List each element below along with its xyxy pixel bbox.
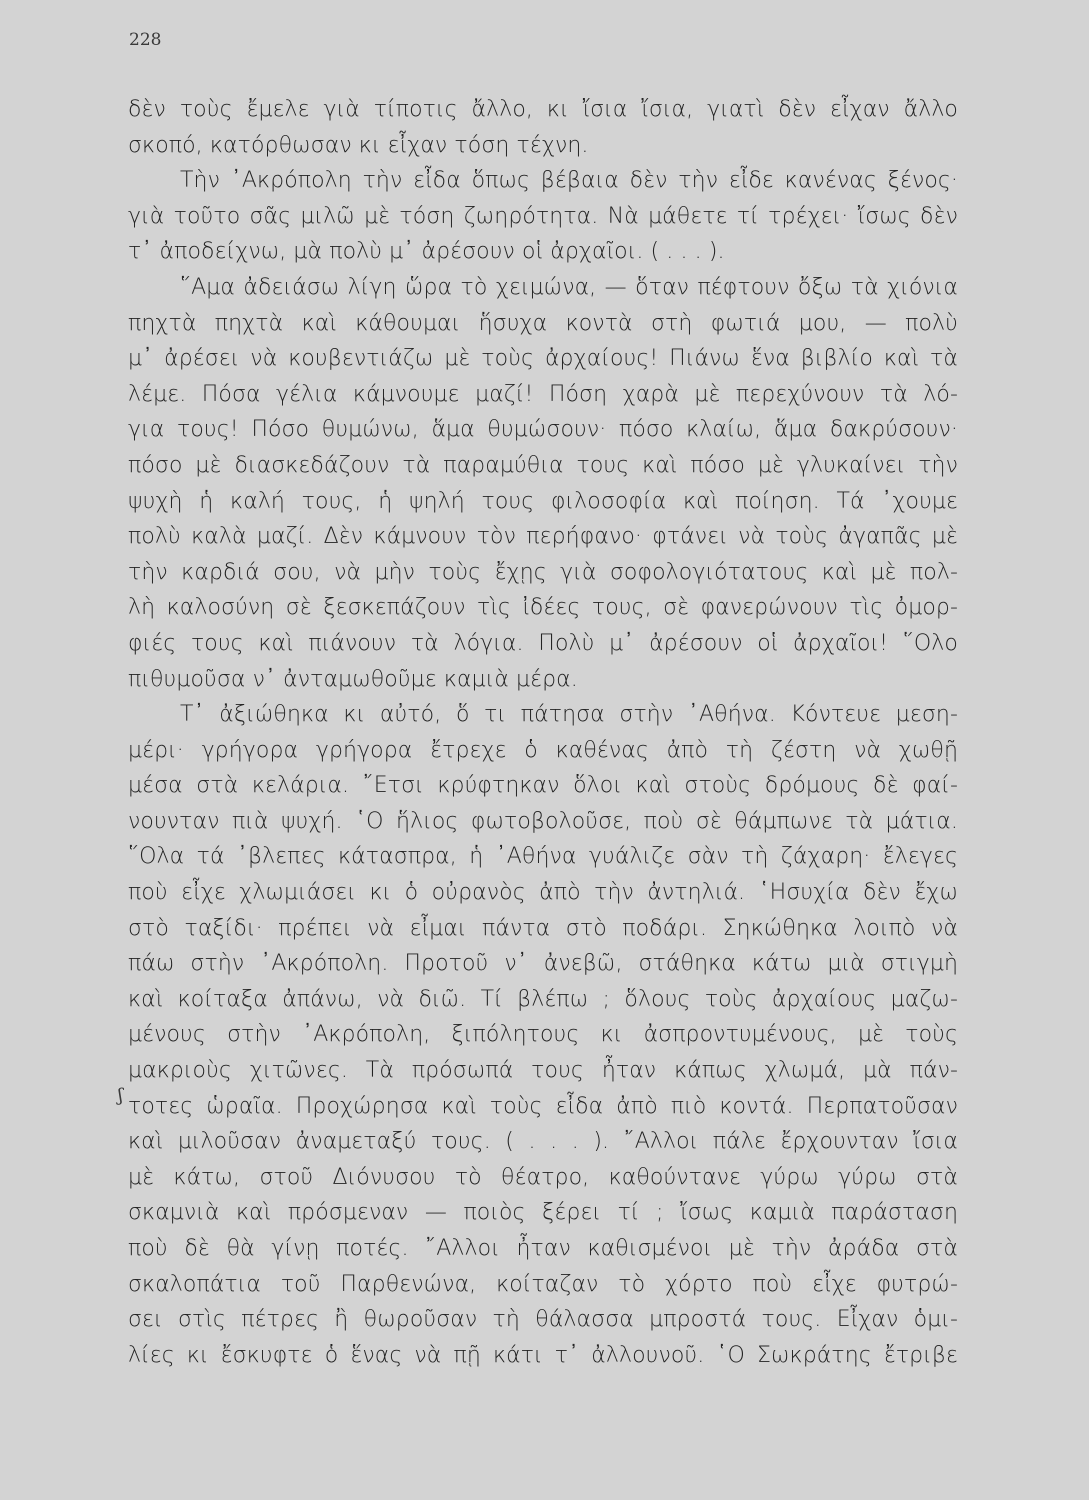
text-line: τ᾿ ἀποδείχνω, μὰ πολὺ μ᾿ ἀρέσουν οἱ ἀρχαῖοι. ( . . . ).	[128, 239, 725, 265]
body-text	[128, 92, 958, 1373]
text-line: ποὺ δὲ θὰ γίνῃ ποτές. ῎Αλλοι ἦταν καθισμένοι μὲ τὴν ἀράδα στὰ	[128, 1236, 958, 1261]
text-line: πολὺ καλὰ μαζί. Δὲν κάμνουν τὸν περήφανο· φτάνει νὰ τοὺς ἀγαπᾶς μὲ	[128, 524, 958, 550]
text-line: ποὺ εἶχε χλωμιάσει κι ὁ οὐρανὸς ἀπὸ τὴν ἀντηλιά. ῾Ησυχία δὲν ἔχω	[128, 880, 958, 906]
text-line: γιὰ τοῦτο σᾶς μιλῶ μὲ τόση ζωηρότητα. Νὰ μάθετε τί τρέχει· ἴσως δὲν	[128, 203, 958, 229]
text-line: δὲν τοὺς ἔμελε γιὰ τίποτις ἄλλο, κι ἴσια ἴσια, γιατὶ δὲν εἶχαν ἄλλο	[128, 97, 958, 122]
text-line: σκαλοπάτια τοῦ Παρθενώνα, κοίταζαν τὸ χόρτο ποὺ εἶχε φυτρώ-	[128, 1271, 958, 1297]
text-line: πιθυμοῦσα ν᾿ ἀνταμωθοῦμε καμιὰ μέρα.	[128, 666, 578, 692]
text-line: τὴν καρδιά σου, νὰ μὴν τοὺς ἔχῃς γιὰ σοφολογιότατους καὶ μὲ πολ-	[128, 559, 958, 585]
text-line: λέμε. Πόσα γέλια κάμνουμε μαζί! Πόση χαρὰ μὲ περεχύνουν τὰ λό-	[128, 381, 958, 407]
text-line: καὶ μιλοῦσαν ἀναμεταξύ τους. ( . . . ). ῎Αλλοι πάλε ἔρχουνταν ἴσια	[128, 1129, 958, 1155]
text-line: μὲ κάτω, στοῦ Διόνυσου τὸ θέατρο, καθούντανε γύρω γύρω στὰ	[128, 1164, 958, 1190]
text-line: μέρι· γρήγορα γρήγορα ἔτρεχε ὁ καθένας ἀπὸ τὴ ζέστη νὰ χωθῇ	[128, 737, 958, 763]
text-line: λὴ καλοσύνη σὲ ξεσκεπάζουν τὶς ἰδέες τους, σὲ φανερώνουν τὶς ὀμορ-	[128, 595, 958, 621]
text-line: ῞Ολα τά ᾿βλεπες κάτασπρα, ἡ ᾿Αθήνα γυάλιζε σὰν τὴ ζάχαρη· ἔλεγες	[128, 844, 958, 870]
text-line: μένους στὴν ᾿Ακρόπολη, ξιπόλητους κι ἀσπροντυμένους, μὲ τοὺς	[128, 1022, 958, 1048]
text-line: μέσα στὰ κελάρια. ῎Ετσι κρύφτηκαν ὅλοι καὶ στοὺς δρόμους δὲ φαί-	[128, 773, 958, 799]
pencil-mark-icon: ʃ	[118, 1085, 123, 1106]
text-line: σει στὶς πέτρες ἢ θωροῦσαν τὴ θάλασσα μπροστά τους. Εἶχαν ὁμι-	[128, 1307, 958, 1333]
text-line: πηχτὰ πηχτὰ καὶ κάθουμαι ἥσυχα κοντὰ στὴ φωτιά μου, — πολὺ	[128, 310, 958, 336]
text-line: στὸ ταξίδι· πρέπει νὰ εἶμαι πάντα στὸ ποδάρι. Σηκώθηκα λοιπὸ νὰ	[128, 915, 958, 941]
text-line: σκοπό, κατόρθωσαν κι εἶχαν τόση τέχνη.	[128, 132, 589, 158]
text-line: μακριοὺς χιτῶνες. Τὰ πρόσωπά τους ἦταν κάπως χλωμά, μὰ πάν-	[128, 1058, 958, 1084]
text-line: Τὴν ᾿Ακρόπολη τὴν εἶδα ὅπως βέβαια δὲν τὴν εἶδε κανένας ξένος·	[180, 168, 958, 194]
text-line: νουνταν πιὰ ψυχή. ῾Ο ἥλιος φωτοβολοῦσε, ποὺ σὲ θάμπωνε τὰ μάτια.	[128, 808, 958, 834]
text-line: ψυχὴ ἡ καλή τους, ἡ ψηλή τους φιλοσοφία καὶ ποίηση. Τά ᾿χουμε	[128, 488, 958, 514]
text-line: ῞Αμα ἀδειάσω λίγη ὥρα τὸ χειμώνα, — ὅταν πέφτουν ὄξω τὰ χιόνια	[180, 274, 958, 300]
text-line: τοτες ὡραῖα. Προχώρησα καὶ τοὺς εἶδα ἀπὸ πιὸ κοντά. Περπατοῦσαν	[128, 1093, 958, 1119]
text-line: καὶ κοίταξα ἀπάνω, νὰ διῶ. Τί βλέπω ; ὅλους τοὺς ἀρχαίους μαζω-	[128, 986, 958, 1012]
text-line: πάω στὴν ᾿Ακρόπολη. Προτοῦ ν᾿ ἀνεβῶ, στάθηκα κάτω μιὰ στιγμὴ	[128, 951, 958, 977]
text-line: πόσο μὲ διασκεδάζουν τὰ παραμύθια τους καὶ πόσο μὲ γλυκαίνει τὴν	[128, 452, 958, 478]
text-line: Τ᾿ ἀξιώθηκα κι αὐτό, ὅ τι πάτησα στὴν ᾿Αθήνα. Κόντευε μεση-	[180, 702, 958, 728]
text-line: για τους! Πόσο θυμώνω, ἅμα θυμώσουν· πόσο κλαίω, ἅμα δακρύσουν·	[128, 417, 958, 443]
text-line: μ᾿ ἀρέσει νὰ κουβεντιάζω μὲ τοὺς ἀρχαίους! Πιάνω ἕνα βιβλίο καὶ τὰ	[128, 346, 958, 372]
text-line: λίες κι ἔσκυφτε ὁ ἕνας νὰ πῇ κάτι τ᾿ ἀλλουνοῦ. ῾Ο Σωκράτης ἔτριβε	[128, 1342, 958, 1368]
page-number: 228	[129, 30, 162, 50]
text-line: σκαμνιὰ καὶ πρόσμεναν — ποιὸς ξέρει τί ; ἴσως καμιὰ παράσταση	[128, 1200, 958, 1226]
text-line: φιές τους καὶ πιάνουν τὰ λόγια. Πολὺ μ᾿ ἀρέσουν οἱ ἀρχαῖοι! ῞Ολο	[128, 630, 958, 656]
